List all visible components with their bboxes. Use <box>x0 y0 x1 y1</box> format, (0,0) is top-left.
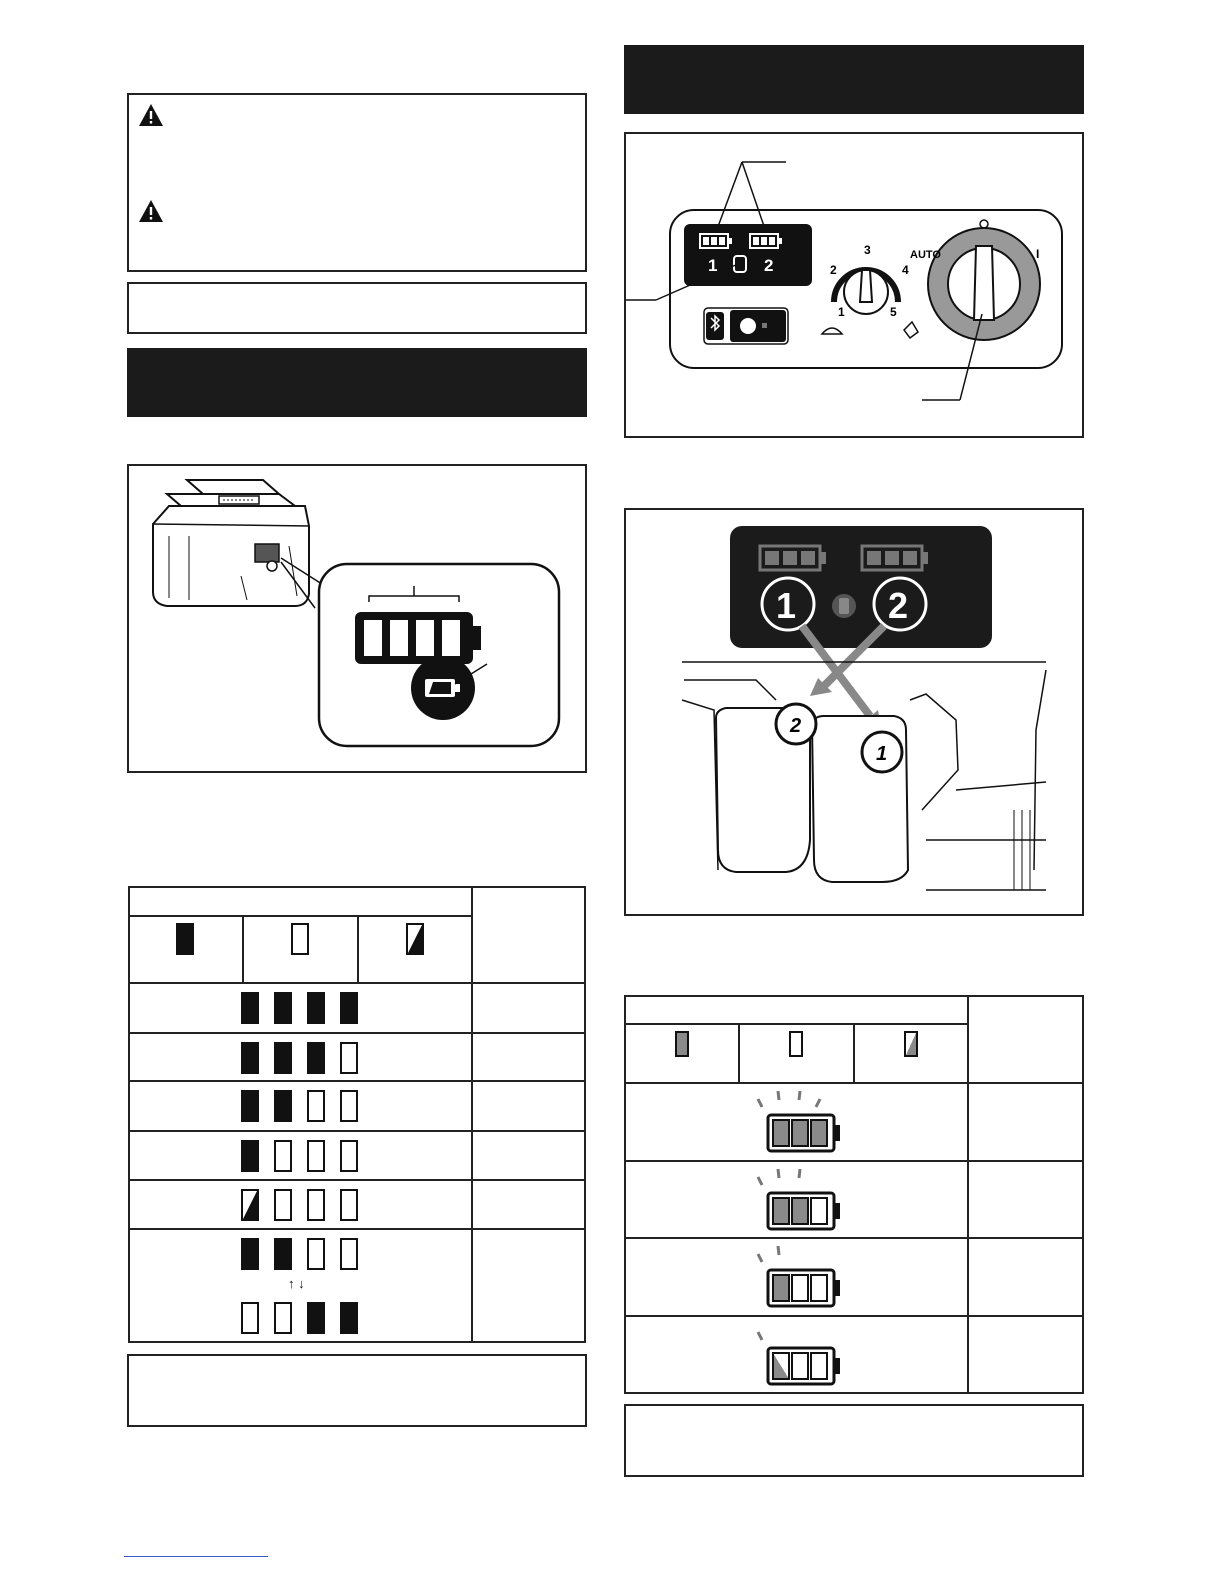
lamp-indicator <box>274 1189 292 1221</box>
note-box <box>127 282 587 334</box>
lamp-indicator <box>340 1042 358 1074</box>
warning-triangle-icon <box>138 199 164 223</box>
warning-triangle-icon <box>138 103 164 127</box>
svg-text:1: 1 <box>838 305 845 319</box>
battery-level-icon <box>748 1316 848 1392</box>
footer-link-underline <box>124 1556 268 1557</box>
lamp-indicator <box>307 1140 325 1172</box>
left-indicator-table <box>128 886 586 1343</box>
battery-number-2: 2 <box>764 256 774 275</box>
battery-level-icon <box>748 1161 848 1237</box>
battery-level-icon <box>748 1238 848 1314</box>
battery-slot-drawing <box>626 510 1082 914</box>
slot-number-2: 2 <box>888 585 909 626</box>
lamp-indicator <box>274 1042 292 1074</box>
svg-text:AUTO: AUTO <box>910 249 941 261</box>
control-panel-illustration <box>624 132 1084 438</box>
lamp-indicator <box>274 1140 292 1172</box>
note-box-bottom-left <box>127 1354 587 1427</box>
lamp-indicator <box>274 1090 292 1122</box>
lamp-indicator <box>307 1189 325 1221</box>
lamp-indicator <box>307 1238 325 1270</box>
lamp-indicator <box>241 1140 259 1172</box>
warning-box <box>127 93 587 272</box>
lamp-indicator <box>340 1090 358 1122</box>
lamp-indicator <box>307 1302 325 1334</box>
legend-lamp-blinking <box>406 923 424 955</box>
svg-text:I: I <box>1036 247 1040 261</box>
battery-illustration <box>127 464 587 773</box>
lamp-indicator <box>241 992 259 1024</box>
svg-text:1: 1 <box>876 743 888 765</box>
lamp-indicator <box>241 1042 259 1074</box>
svg-text:2: 2 <box>790 715 802 737</box>
legend-lamp-lighted <box>176 923 194 955</box>
legend-lamp-off <box>291 923 309 955</box>
lamp-indicator <box>241 1238 259 1270</box>
note-box-bottom-right <box>624 1404 1084 1477</box>
legend-lamp-blinking <box>904 1031 918 1057</box>
svg-text:5: 5 <box>890 305 897 319</box>
lamp-indicator <box>241 1090 259 1122</box>
lamp-indicator <box>307 1090 325 1122</box>
battery-number-1: 1 <box>708 256 718 275</box>
svg-text:3: 3 <box>864 243 871 257</box>
lamp-indicator <box>340 1302 358 1334</box>
slot-number-1: 1 <box>776 585 797 626</box>
lamp-indicator <box>340 1238 358 1270</box>
svg-text:4: 4 <box>902 263 909 277</box>
battery-drawing <box>129 466 585 771</box>
right-indicator-table <box>624 995 1084 1394</box>
svg-text:2: 2 <box>830 263 837 277</box>
legend-lamp-off <box>789 1031 803 1057</box>
lamp-indicator <box>340 992 358 1024</box>
lamp-indicator <box>274 1302 292 1334</box>
legend-lamp-lighted <box>675 1031 689 1057</box>
lamp-indicator <box>241 1189 259 1221</box>
section-header-bar <box>127 348 587 417</box>
switch-arrows: ↑ ↓ <box>288 1276 305 1291</box>
lamp-indicator <box>307 992 325 1024</box>
battery-slot-illustration <box>624 508 1084 916</box>
control-panel-drawing <box>626 134 1082 436</box>
lamp-indicator <box>340 1189 358 1221</box>
section-header-bar-right <box>624 45 1084 114</box>
battery-level-icon <box>748 1083 848 1159</box>
lamp-indicator <box>274 1238 292 1270</box>
lamp-indicator <box>274 992 292 1024</box>
lamp-indicator <box>241 1302 259 1334</box>
lamp-indicator <box>307 1042 325 1074</box>
lamp-indicator <box>340 1140 358 1172</box>
